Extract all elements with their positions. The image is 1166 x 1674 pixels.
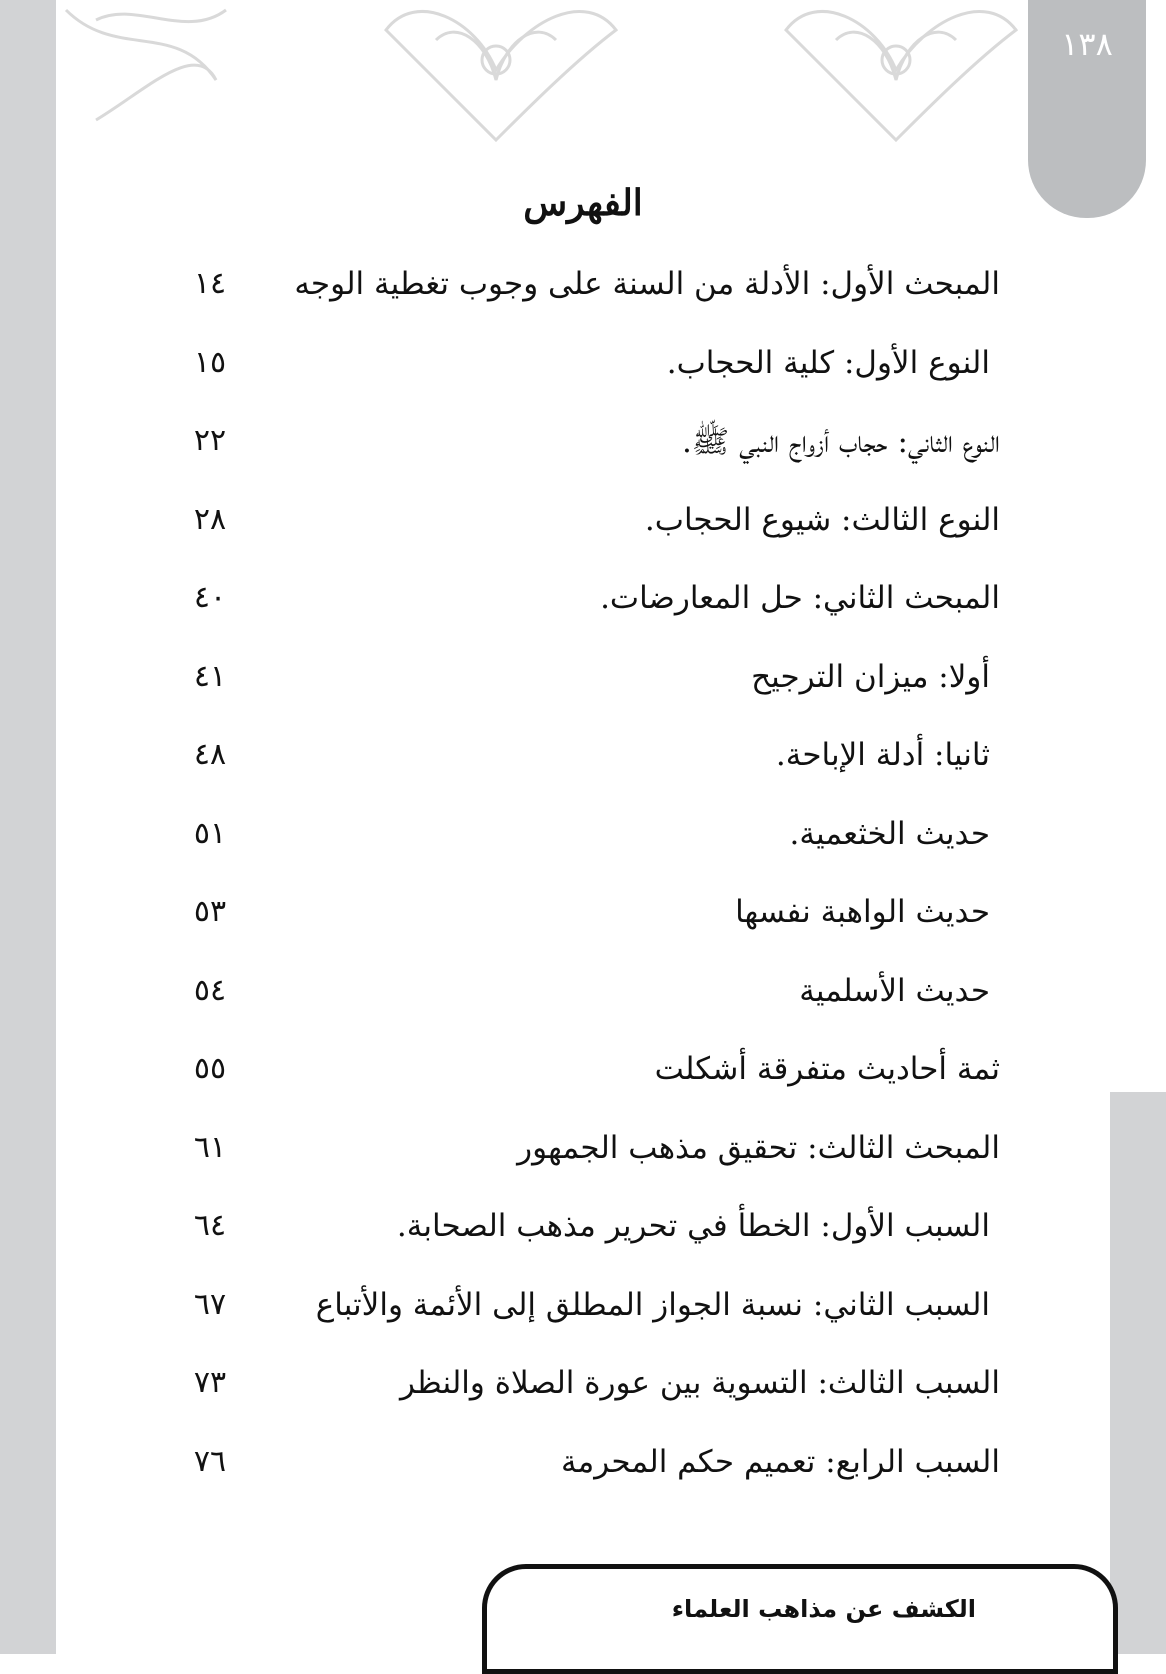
toc-entry-label: ثمة أحاديث متفرقة أشكلت xyxy=(654,1051,1000,1087)
toc-entry xyxy=(160,808,1000,887)
page-title: الفهرس xyxy=(523,182,643,224)
toc-entry xyxy=(160,1043,1000,1122)
toc-entry-label: السبب الثاني: نسبة الجواز المطلق إلى الأئمة والأتباع xyxy=(315,1286,990,1323)
toc-entry-label: أولا: ميزان الترجيح xyxy=(751,658,990,695)
toc-entry xyxy=(160,337,1000,416)
right-margin-strip xyxy=(1110,1092,1166,1654)
toc-entry-label: حديث الخثعمية. xyxy=(789,815,990,852)
toc-entry-label: السبب الثالث: التسوية بين عورة الصلاة والنظر xyxy=(399,1365,1000,1401)
toc-entry-page: ٦٧ xyxy=(193,1286,227,1322)
toc-entry-label: المبحث الثاني: حل المعارضات. xyxy=(600,580,1000,616)
toc-entry-page: ٤١ xyxy=(193,658,227,694)
toc-entry-page: ٥١ xyxy=(193,815,227,851)
toc-entry-page: ٤٨ xyxy=(193,737,227,772)
toc-entry xyxy=(160,886,1000,965)
toc-entry-page: ٤٠ xyxy=(193,580,227,615)
page-number: ١٣٨ xyxy=(1061,25,1113,63)
toc-entry xyxy=(160,572,1000,651)
toc-entry-page: ١٥ xyxy=(193,344,227,380)
table-of-contents xyxy=(160,258,1000,1514)
toc-entry-label: النوع الثالث: شيوع الحجاب. xyxy=(644,501,1000,538)
toc-entry xyxy=(160,1357,1000,1436)
toc-entry xyxy=(160,258,1000,337)
toc-entry-label: المبحث الثالث: تحقيق مذهب الجمهور xyxy=(517,1129,1000,1166)
toc-entry-page: ٢٢ xyxy=(193,423,227,458)
toc-entry-label: حديث الواهبة نفسها xyxy=(735,894,990,930)
toc-entry-page: ١٤ xyxy=(193,266,227,301)
toc-entry-page: ٥٣ xyxy=(193,894,227,929)
toc-entry xyxy=(160,415,1000,494)
toc-entry xyxy=(160,965,1000,1044)
header-ornament xyxy=(56,0,1086,150)
toc-entry-label: المبحث الأول: الأدلة من السنة على وجوب تغطية الوجه xyxy=(294,266,1000,302)
toc-entry-page: ٧٦ xyxy=(193,1443,227,1479)
toc-entry-page: ٦٤ xyxy=(193,1208,227,1243)
toc-entry xyxy=(160,494,1000,573)
toc-entry xyxy=(160,1200,1000,1279)
toc-entry xyxy=(160,1436,1000,1515)
footer-book-title: الكشف عن مذاهب العلماء xyxy=(671,1595,976,1623)
toc-entry-label: السبب الرابع: تعميم حكم المحرمة xyxy=(561,1443,1000,1480)
toc-entry-label: السبب الأول: الخطأ في تحرير مذهب الصحابة. xyxy=(396,1208,990,1244)
toc-entry-page: ٢٨ xyxy=(193,501,227,537)
toc-entry xyxy=(160,729,1000,808)
toc-entry-page: ٧٣ xyxy=(193,1365,227,1400)
toc-entry-page: ٦١ xyxy=(193,1129,227,1165)
toc-entry-label: حديث الأسلمية xyxy=(799,972,990,1009)
toc-entry-label: النوع الأول: كلية الحجاب. xyxy=(666,344,990,381)
toc-entry xyxy=(160,1122,1000,1201)
toc-entry-label: النوع الثاني: حجاب أزواج النبي ﷺ. xyxy=(681,424,1000,460)
toc-entry-page: ٥٤ xyxy=(193,972,227,1008)
toc-entry xyxy=(160,1279,1000,1358)
toc-entry-page: ٥٥ xyxy=(193,1051,227,1086)
left-margin-strip xyxy=(0,0,56,1654)
toc-entry-label: ثانيا: أدلة الإباحة. xyxy=(775,737,990,773)
toc-entry xyxy=(160,651,1000,730)
